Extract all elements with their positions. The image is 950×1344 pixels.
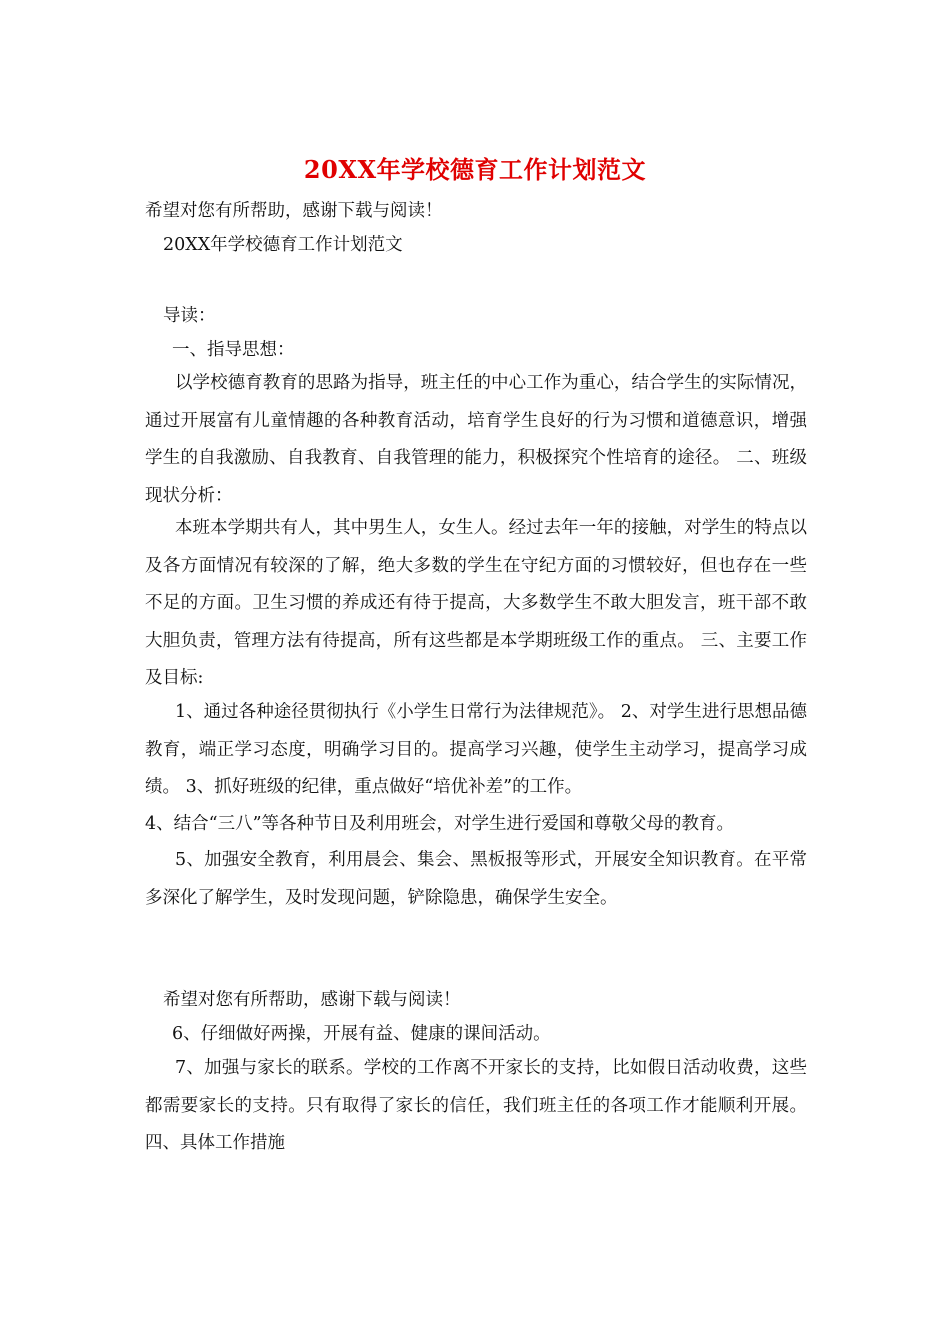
guide-label: 导读：: [163, 306, 216, 326]
paragraph-goal-4: 4、结合“三八”等各种节日及利用班会，对学生进行爱国和尊敬父母的教育。: [145, 814, 735, 834]
paragraph-guiding-ideas: 以学校德育教育的思路为指导，班主任的中心工作为重心，结合学生的实际情况，通过开展富有儿童情趣的各种教育活动，培育学生良好的行为习惯和道德意识，增强学生的自我激励、自我教育、自我管理的能力，积极探究个性培育的途径。 二、班级现状分析：: [145, 373, 807, 506]
outro-thanks: 希望对您有所帮助，感谢下载与阅读！: [163, 990, 461, 1010]
document-title: 20XX年学校德育工作计划范文: [303, 155, 647, 184]
intro-thanks: 希望对您有所帮助，感谢下载与阅读！: [145, 201, 443, 221]
section-1-heading: 一、指导思想：: [172, 340, 295, 360]
paragraph-goal-7: 7、加强与家长的联系。学校的工作离不开家长的支持，比如假日活动收费，这些都需要家长的支持。只有取得了家长的信任，我们班主任的各项工作才能顺利开展。 四、具体工作措施: [145, 1058, 807, 1153]
paragraph-class-analysis: 本班本学期共有人，其中男生人，女生人。经过去年一年的接触，对学生的特点以及各方面情况有较深的了解，绝大多数的学生在守纪方面的习惯较好，但也存在一些不足的方面。卫生习惯的养成还有待于提高，大多数学生不敢大胆发言，班干部不敢大胆负责，管理方法有待提高，所有这些都是本学期班级工作的重点。 三、主要工作及目标:: [145, 518, 807, 688]
paragraph-goals-1-3: 1、通过各种途径贯彻执行《小学生日常行为法律规范》。 2、对学生进行思想品德教育，端正学习态度，明确学习目的。提高学习兴趣，使学生主动学习，提高学习成绩。 3、抓好班级的纪律，重点做好“培优补差”的工作。: [145, 702, 807, 797]
paragraph-goal-5: 5、加强安全教育，利用晨会、集会、黑板报等形式，开展安全知识教育。在平常多深化了解学生，及时发现问题，铲除隐患，确保学生安全。: [145, 850, 807, 908]
subtitle: 20XX年学校德育工作计划范文: [163, 235, 403, 255]
paragraph-goal-6: 6、仔细做好两操，开展有益、健康的课间活动。: [172, 1024, 551, 1044]
